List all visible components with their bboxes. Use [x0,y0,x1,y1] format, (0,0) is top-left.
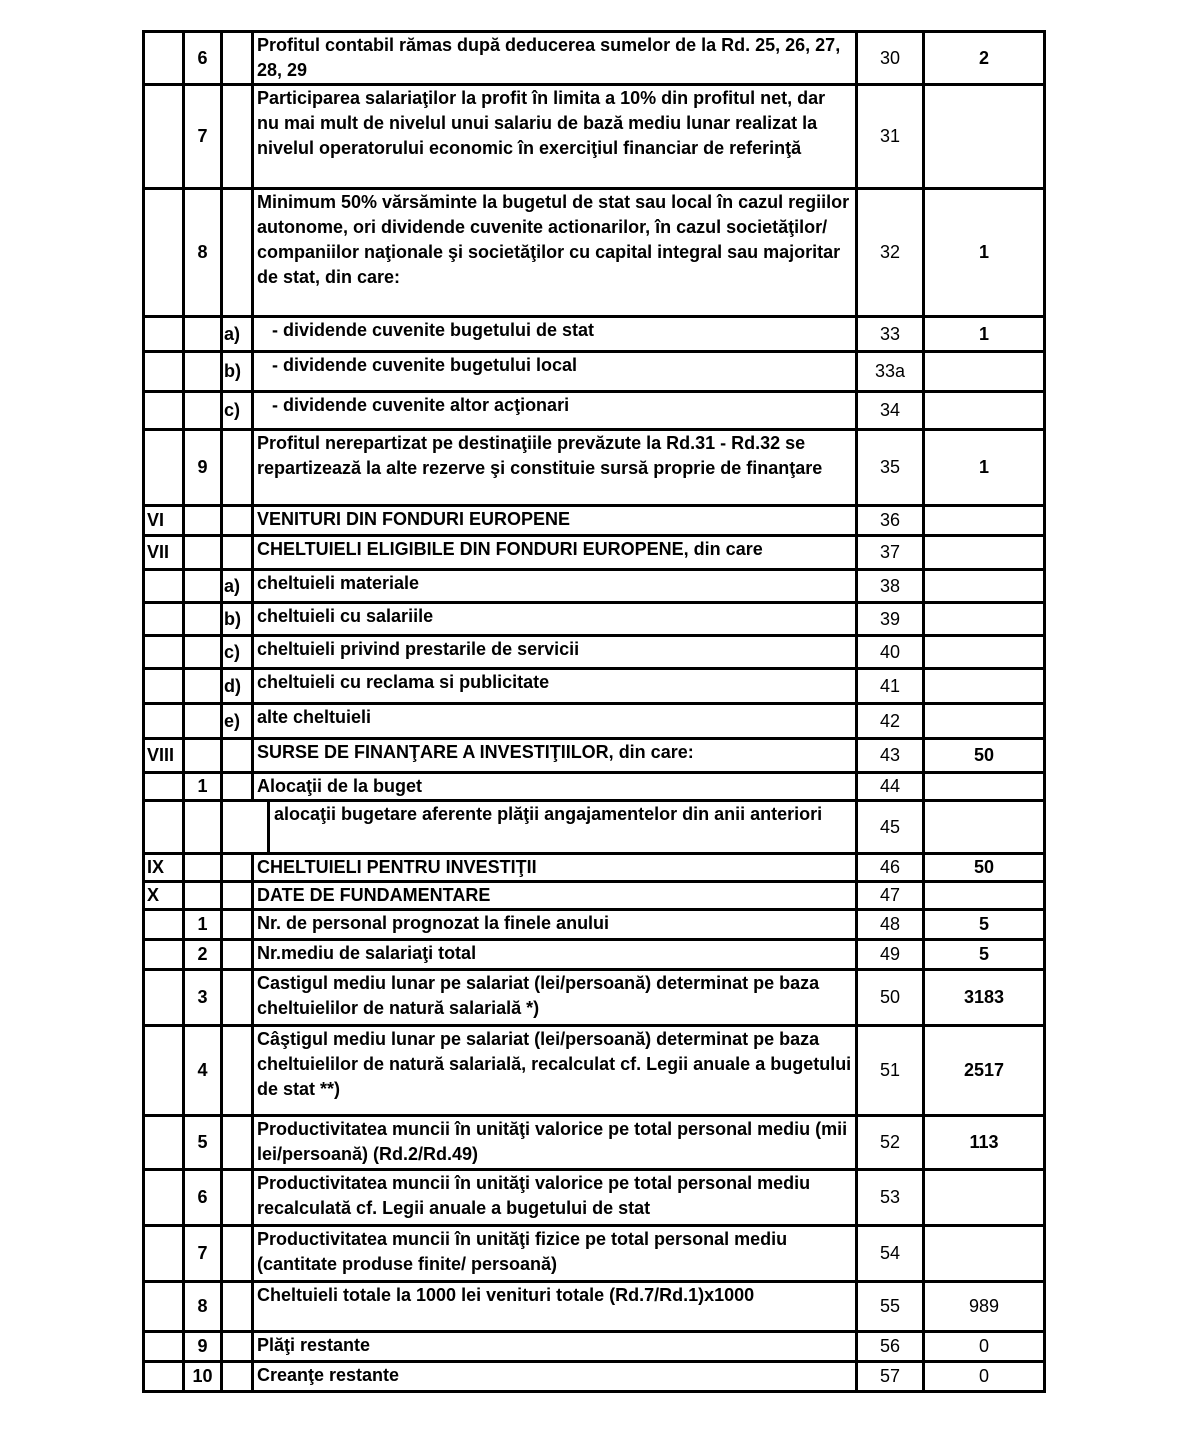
row-code-cell: 37 [857,536,924,570]
description-cell: Productivitatea muncii în unităţi valorice pe total personal mediu (mii lei/persoană) (Rd.2/Rd.49) [253,1116,857,1170]
row-code-cell: 32 [857,189,924,317]
sub-letter-cell [222,1362,253,1392]
row-code-cell: 49 [857,940,924,970]
item-number-cell: 4 [184,1026,222,1116]
table-row [144,1170,1045,1226]
table-row [144,536,1045,570]
description-cell: Câştigul mediu lunar pe salariat (lei/persoană) determinat pe baza cheltuielilor de natură salarială, recalculat cf. Legii anuale a bugetului de stat **) [253,1026,857,1116]
chapter-cell [144,970,184,1026]
description-cell: Productivitatea muncii în unităţi fizice pe total personal mediu (cantitate produse finite/ persoană) [253,1226,857,1282]
table-row [144,430,1045,506]
description-cell: Nr.mediu de salariaţi total [253,940,857,970]
description-cell: SURSE DE FINANŢARE A INVESTIŢIILOR, din care: [253,739,857,773]
chapter-cell [144,1116,184,1170]
chapter-cell [144,32,184,85]
sub-letter-cell: a) [222,570,253,603]
value-cell [924,603,1045,636]
chapter-cell [144,1026,184,1116]
sub-letter-cell [222,85,253,189]
description-cell: - dividende cuvenite bugetului de stat [253,317,857,352]
table-row [144,854,1045,882]
row-code-cell: 31 [857,85,924,189]
row-code-cell: 56 [857,1332,924,1362]
sub-letter-cell [222,1116,253,1170]
item-number-cell [184,392,222,430]
sub-letter-cell [222,430,253,506]
description-cell [222,801,857,854]
value-cell: 989 [924,1282,1045,1332]
sub-letter-cell [222,1170,253,1226]
table-row [144,85,1045,189]
chapter-cell [144,1282,184,1332]
item-number-cell: 1 [184,910,222,940]
item-number-cell: 8 [184,189,222,317]
table-row [144,1332,1045,1362]
value-cell: 2 [924,32,1045,85]
description-cell: Participarea salariaţilor la profit în limita a 10% din profitul net, dar nu mai mult de nivelul unui salariu de bază mediu lunar realizat la nivelul operatorului economic în exerciţiul financiar de referinţă [253,85,857,189]
description-cell: Minimum 50% vărsăminte la bugetul de stat sau local în cazul regiilor autonome, ori dividende cuvenite actionarilor, în cazul societăţilor/ companiilor naţionale şi societăţilor cu capital integral sau majoritar de stat, din care: [253,189,857,317]
description-cell: CHELTUIELI PENTRU INVESTIŢII [253,854,857,882]
value-cell: 50 [924,739,1045,773]
sub-letter-cell [222,189,253,317]
table-row [144,317,1045,352]
sub-letter-cell: d) [222,669,253,704]
table-row [144,704,1045,739]
description-cell: Cheltuieli totale la 1000 lei venituri totale (Rd.7/Rd.1)x1000 [253,1282,857,1332]
chapter-cell [144,773,184,801]
sub-letter-cell [222,536,253,570]
description-cell: Creanţe restante [253,1362,857,1392]
item-number-cell [184,669,222,704]
value-cell [924,669,1045,704]
table-row [144,910,1045,940]
chapter-cell: VI [144,506,184,536]
sub-letter-cell: c) [222,636,253,669]
chapter-cell: VII [144,536,184,570]
row-code-cell: 46 [857,854,924,882]
nested-description-wrap [223,802,855,852]
item-number-cell [184,352,222,392]
row-code-cell: 54 [857,1226,924,1282]
description-cell: cheltuieli cu reclama si publicitate [253,669,857,704]
item-number-cell [184,882,222,910]
row-code-cell: 42 [857,704,924,739]
value-cell [924,536,1045,570]
value-cell: 1 [924,189,1045,317]
value-cell [924,85,1045,189]
value-cell: 50 [924,854,1045,882]
chapter-cell [144,189,184,317]
item-number-cell [184,536,222,570]
value-cell: 0 [924,1332,1045,1362]
row-code-cell: 48 [857,910,924,940]
value-cell [924,506,1045,536]
table-row [144,773,1045,801]
table-row [144,940,1045,970]
sub-letter-cell [222,1282,253,1332]
row-code-cell: 33 [857,317,924,352]
description-cell: Profitul nerepartizat pe destinaţiile prevăzute la Rd.31 - Rd.32 se repartizează la alte rezerve şi constituie sursă proprie de finanţare [253,430,857,506]
value-cell [924,1226,1045,1282]
chapter-cell [144,1362,184,1392]
value-cell: 0 [924,1362,1045,1392]
row-code-cell: 30 [857,32,924,85]
sub-letter-cell: b) [222,603,253,636]
sub-letter-cell [222,506,253,536]
table-row [144,636,1045,669]
item-number-cell: 2 [184,940,222,970]
table-row [144,739,1045,773]
description-cell: Productivitatea muncii în unităţi valorice pe total personal mediu recalculată cf. Legii anuale a bugetului de stat [253,1170,857,1226]
item-number-cell: 5 [184,1116,222,1170]
value-cell [924,704,1045,739]
item-number-cell: 9 [184,430,222,506]
row-code-cell: 43 [857,739,924,773]
item-number-cell: 8 [184,1282,222,1332]
table-row [144,352,1045,392]
item-number-cell: 1 [184,773,222,801]
chapter-cell [144,570,184,603]
row-code-cell: 47 [857,882,924,910]
description-cell: - dividende cuvenite bugetului local [253,352,857,392]
chapter-cell [144,85,184,189]
value-cell [924,636,1045,669]
description-cell: Castigul mediu lunar pe salariat (lei/persoană) determinat pe baza cheltuielilor de natură salarială *) [253,970,857,1026]
sub-letter-cell [222,1026,253,1116]
chapter-cell: VIII [144,739,184,773]
value-cell [924,773,1045,801]
table-row [144,506,1045,536]
budget-table [142,30,1046,1393]
value-cell: 1 [924,317,1045,352]
value-cell: 3183 [924,970,1045,1026]
table-row [144,32,1045,85]
value-cell [924,392,1045,430]
row-code-cell: 41 [857,669,924,704]
row-code-cell: 45 [857,801,924,854]
chapter-cell: IX [144,854,184,882]
table-row [144,392,1045,430]
item-number-cell: 9 [184,1332,222,1362]
item-number-cell [184,603,222,636]
value-cell: 5 [924,940,1045,970]
chapter-cell [144,603,184,636]
table-row [144,669,1045,704]
chapter-cell [144,352,184,392]
chapter-cell [144,392,184,430]
item-number-cell [184,801,222,854]
description-cell: cheltuieli privind prestarile de servicii [253,636,857,669]
table-row [144,970,1045,1026]
row-code-cell: 50 [857,970,924,1026]
item-number-cell: 10 [184,1362,222,1392]
item-number-cell: 6 [184,32,222,85]
item-number-cell [184,570,222,603]
nested-spacer [223,802,270,852]
value-cell: 1 [924,430,1045,506]
row-code-cell: 38 [857,570,924,603]
sub-letter-cell [222,773,253,801]
table-row [144,1116,1045,1170]
chapter-cell [144,1332,184,1362]
item-number-cell [184,854,222,882]
chapter-cell [144,1170,184,1226]
item-number-cell [184,317,222,352]
value-cell: 2517 [924,1026,1045,1116]
chapter-cell [144,636,184,669]
description-cell: Nr. de personal prognozat la finele anului [253,910,857,940]
chapter-cell: X [144,882,184,910]
description-cell: Plăţi restante [253,1332,857,1362]
row-code-cell: 33a [857,352,924,392]
budget-table-body [144,32,1045,1392]
description-cell: Profitul contabil rămas după deducerea sumelor de la Rd. 25, 26, 27, 28, 29 [253,32,857,85]
sub-letter-cell [222,910,253,940]
row-code-cell: 51 [857,1026,924,1116]
value-cell: 5 [924,910,1045,940]
sub-letter-cell: c) [222,392,253,430]
value-cell [924,570,1045,603]
description-text: alocaţii bugetare aferente plăţii angajamentelor din anii anteriori [274,804,823,824]
row-code-cell: 44 [857,773,924,801]
description-cell: - dividende cuvenite altor acţionari [253,392,857,430]
value-cell: 113 [924,1116,1045,1170]
sub-letter-cell [222,882,253,910]
item-number-cell: 6 [184,1170,222,1226]
sub-letter-cell: e) [222,704,253,739]
table-row [144,570,1045,603]
item-number-cell: 3 [184,970,222,1026]
sub-letter-cell [222,739,253,773]
sub-letter-cell [222,940,253,970]
chapter-cell [144,317,184,352]
table-row [144,1226,1045,1282]
sub-letter-cell [222,1332,253,1362]
description-cell: cheltuieli cu salariile [253,603,857,636]
sub-letter-cell: a) [222,317,253,352]
item-number-cell [184,636,222,669]
chapter-cell [144,669,184,704]
sub-letter-cell [222,1226,253,1282]
description-cell: cheltuieli materiale [253,570,857,603]
value-cell [924,352,1045,392]
table-row [144,1282,1045,1332]
sub-letter-cell [222,970,253,1026]
chapter-cell [144,1226,184,1282]
description-cell: alte cheltuieli [253,704,857,739]
chapter-cell [144,801,184,854]
table-row [144,801,1045,854]
chapter-cell [144,910,184,940]
sub-letter-cell: b) [222,352,253,392]
row-code-cell: 39 [857,603,924,636]
row-code-cell: 55 [857,1282,924,1332]
row-code-cell: 40 [857,636,924,669]
description-cell: DATE DE FUNDAMENTARE [253,882,857,910]
table-row [144,603,1045,636]
item-number-cell [184,506,222,536]
table-row [144,1362,1045,1392]
item-number-cell [184,704,222,739]
sub-letter-cell [222,854,253,882]
item-number-cell: 7 [184,85,222,189]
table-row [144,1026,1045,1116]
chapter-cell [144,704,184,739]
description-cell: CHELTUIELI ELIGIBILE DIN FONDURI EUROPENE, din care [253,536,857,570]
row-code-cell: 35 [857,430,924,506]
chapter-cell [144,940,184,970]
table-row [144,189,1045,317]
row-code-cell: 57 [857,1362,924,1392]
value-cell [924,801,1045,854]
item-number-cell: 7 [184,1226,222,1282]
description-cell: Alocaţii de la buget [253,773,857,801]
row-code-cell: 36 [857,506,924,536]
chapter-cell [144,430,184,506]
sub-letter-cell [222,32,253,85]
row-code-cell: 34 [857,392,924,430]
value-cell [924,882,1045,910]
value-cell [924,1170,1045,1226]
description-cell: VENITURI DIN FONDURI EUROPENE [253,506,857,536]
table-row [144,882,1045,910]
row-code-cell: 52 [857,1116,924,1170]
item-number-cell [184,739,222,773]
row-code-cell: 53 [857,1170,924,1226]
